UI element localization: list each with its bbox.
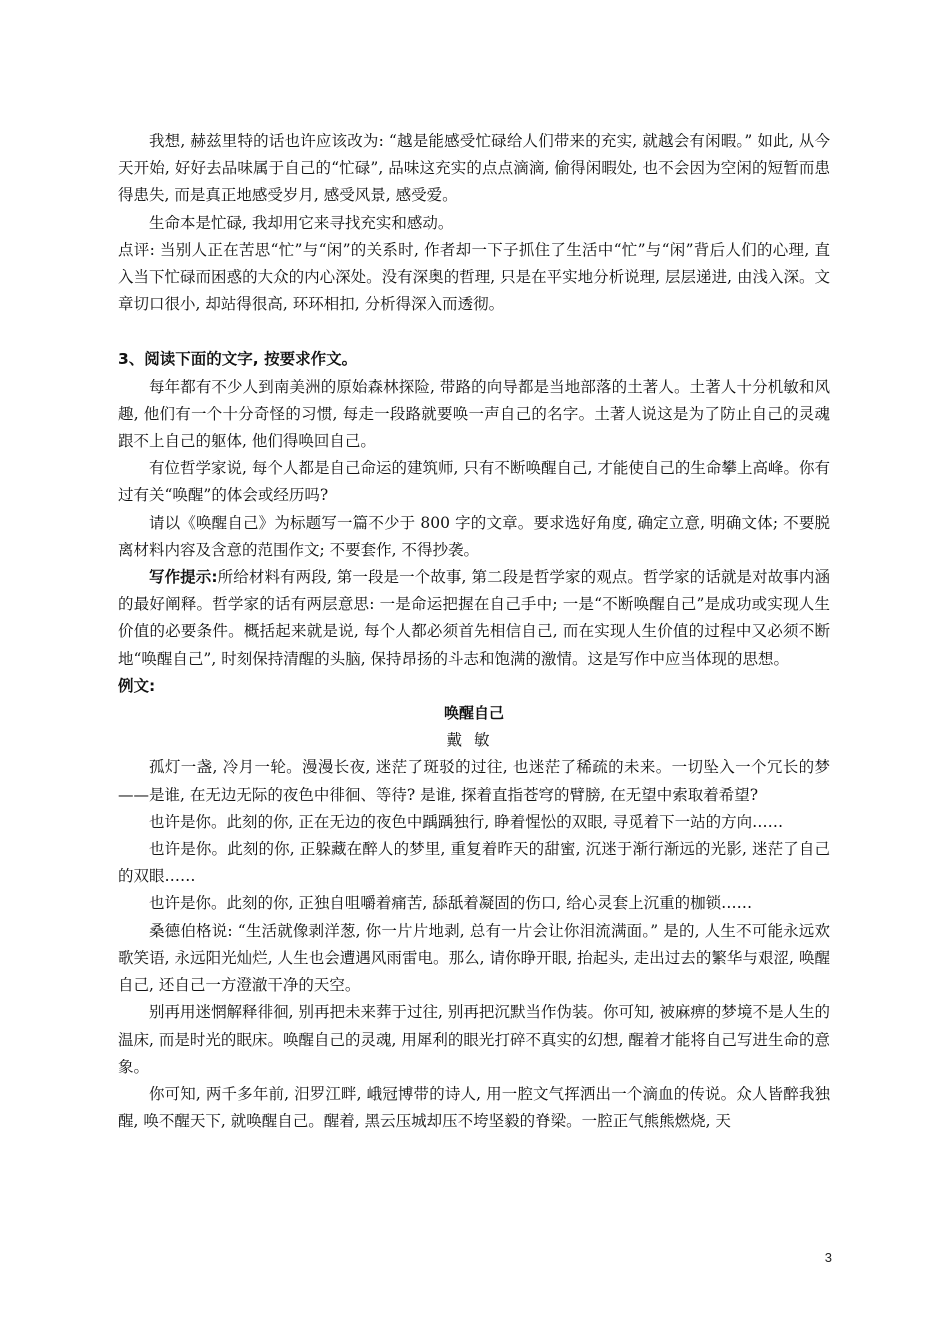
hint-label: 写作提示: (149, 568, 218, 587)
essay-paragraph: 也许是你。此刻的你, 正躲藏在醉人的梦里, 重复着昨天的甜蜜, 沉迷于渐行渐远的光影, 迷茫了自己的双眼…… (118, 840, 830, 886)
example-label: 例文: (118, 676, 156, 695)
page-content (118, 128, 830, 1135)
paragraph: 生命本是忙碌, 我却用它来寻找充实和感动。 (149, 213, 454, 232)
essay-paragraph: 也许是你。此刻的你, 正在无边的夜色中踽踽独行, 睁着惺忪的双眼, 寻觅着下一站的方向…… (149, 812, 784, 831)
paragraph: 每年都有不少人到南美洲的原始森林探险, 带路的向导都是当地部落的土著人。土著人十分机敏和风趣, 他们有一个十分奇怪的习惯, 每走一段路就要唤一声自己的名字。土著人说这是为了防止自己的灵魂跟不上自己的躯体, 他们得唤回自己。 (118, 377, 830, 451)
essay-paragraph: 别再用迷惘解释徘徊, 别再把未来葬于过往, 别再把沉默当作伪装。你可知, 被麻痹的梦境不是人生的温床, 而是时光的眠床。唤醒自己的灵魂, 用犀利的眼光打碎不真实的幻想, 醒着才能将自己写进生命的意象。 (118, 1003, 830, 1076)
essay-paragraph: 也许是你。此刻的你, 正独自咀嚼着痛苦, 舔舐着凝固的伤口, 给心灵套上沉重的枷锁…… (149, 894, 753, 913)
hint-text: 所给材料有两段, 第一段是一个故事, 第二段是哲学家的观点。哲学家的话就是对故事内涵的最好阐释。哲学家的话有两层意思: 一是命运把握在自己手中; 一是“不断唤醒自己”是成功或实现人生价值的必要条件。概括起来就是说, 每个人都必须首先相信自己, 而在实现人生价值的过程中又必须不断地“唤醒自己”, 时刻保持清醒的头脑, 保持昂扬的斗志和饱满的激情。这是写作中应当体现的思想。 (118, 568, 830, 668)
essay-title: 唤醒自己 (443, 704, 504, 723)
essay-paragraph: 你可知, 两千多年前, 汨罗江畔, 峨冠博带的诗人, 用一腔文气挥洒出一个滴血的传说。众人皆醉我独醒, 唤不醒天下, 就唤醒自己。醒着, 黑云压城却压不垮坚毅的脊梁。一腔正气熊熊燃烧, 天 (118, 1084, 830, 1131)
comment-paragraph: 点评: 当别人正在苦思“忙”与“闲”的关系时, 作者却一下子抓住了生活中“忙”与“闲”背后人们的心理, 直入当下忙碌而困惑的大众的内心深处。没有深奥的哲理, 只是在平实地分析说理, 层层递进, 由浅入深。文章切口很小, 却站得很高, 环环相扣, 分析得深入而透彻。 (118, 240, 830, 314)
question-heading: 3、阅读下面的文字, 按要求作文。 (118, 350, 358, 369)
paragraph: 有位哲学家说, 每个人都是自己命运的建筑师, 只有不断唤醒自己, 才能使自己的生命攀上高峰。你有过有关“唤醒”的体会或经历吗? (118, 459, 830, 505)
spacer (118, 318, 830, 346)
essay-paragraph: 孤灯一盏, 冷月一轮。漫漫长夜, 迷茫了斑驳的过往, 也迷茫了稀疏的未来。一切坠入一个冗长的梦——是谁, 在无边无际的夜色中徘徊、等待? 是谁, 探着直指苍穹的臂膀, 在无望中索取着希望? (118, 758, 830, 804)
essay-paragraph: 桑德伯格说: “生活就像剥洋葱, 你一片片地剥, 总有一片会让你泪流满面。” 是的, 人生不可能永远欢歌笑语, 永远阳光灿烂, 人生也会遭遇风雨雷电。那么, 请你睁开眼, 抬起头, 走出过去的繁华与艰涩, 唤醒自己, 还自己一方澄澈干净的天空。 (118, 921, 830, 995)
essay-author: 戴敏 (446, 731, 502, 750)
paragraph: 我想, 赫兹里特的话也许应该改为: “越是能感受忙碌给人们带来的充实, 就越会有闲暇。” 如此, 从今天开始, 好好去品味属于自己的“忙碌”, 品味这充实的点点滴滴, 偷得闲暇处, 也不会因为空闲的短暂而患得患失, 而是真正地感受岁月, 感受风景, 感受爱。 (118, 132, 830, 205)
page-number: 3 (824, 1250, 832, 1265)
paragraph: 请以《唤醒自己》为标题写一篇不少于 800 字的文章。要求选好角度, 确定立意, 明确文体; 不要脱离材料内容及含意的范围作文; 不要套作, 不得抄袭。 (118, 513, 830, 559)
writing-hint (118, 564, 830, 673)
